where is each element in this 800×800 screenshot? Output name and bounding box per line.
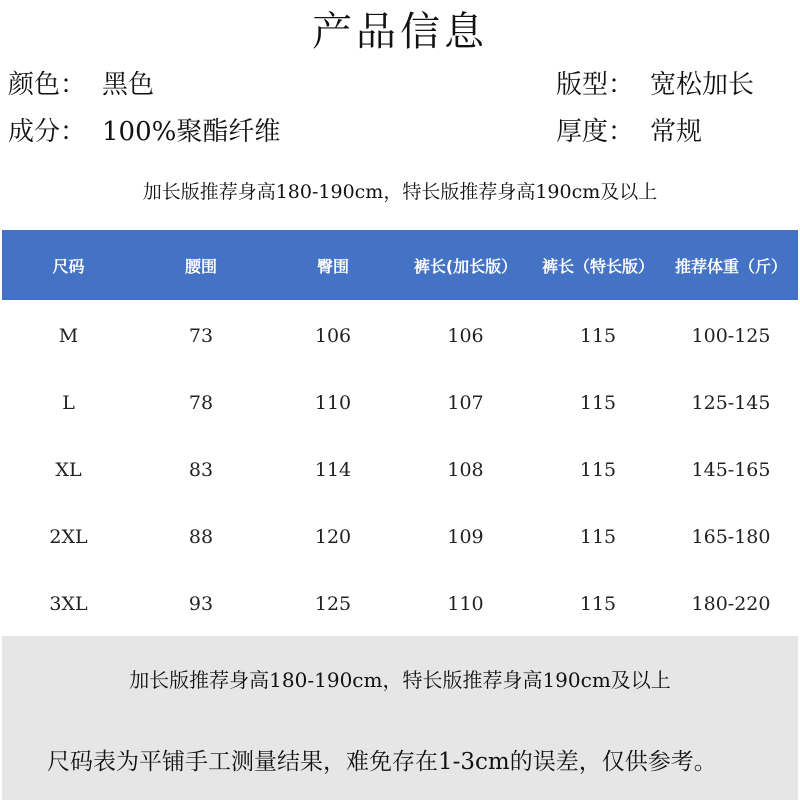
color-label: 颜色：	[8, 70, 87, 100]
page-title: 产品信息	[312, 9, 488, 55]
table-row	[2, 570, 798, 637]
attribute-fit	[556, 68, 754, 102]
cell-size: L	[62, 391, 75, 414]
cell-length-long: 110	[447, 592, 484, 615]
size-chart-table	[2, 230, 798, 637]
cell-size: 3XL	[49, 592, 88, 615]
attribute-color	[8, 68, 154, 102]
table-row	[2, 302, 798, 369]
cell-waist: 73	[188, 324, 214, 347]
measurement-disclaimer: 尺码表为平铺手工测量结果，难免存在1-3cm的误差，仅供参考。	[47, 749, 717, 775]
table-row	[2, 436, 798, 503]
cell-hip: 114	[314, 458, 352, 481]
table-body	[2, 300, 798, 637]
cell-waist: 88	[188, 525, 214, 548]
cell-hip: 120	[314, 525, 352, 548]
color-value: 黑色	[102, 70, 155, 100]
cell-length-extra-long: 115	[579, 324, 617, 347]
header-length-long: 裤长(加长版）	[413, 256, 518, 276]
header-waist: 腰围	[184, 256, 217, 276]
fit-value: 宽松加长	[650, 70, 755, 100]
table-row	[2, 369, 798, 436]
cell-recommended-weight: 180-220	[691, 592, 771, 615]
header-hip: 臀围	[316, 256, 349, 276]
header-recommended-weight: 推荐体重（斤）	[674, 256, 787, 276]
cell-length-long: 108	[447, 458, 484, 481]
cell-hip: 106	[314, 324, 352, 347]
cell-length-long: 107	[447, 391, 484, 414]
height-recommendation-note: 加长版推荐身高180-190cm，特长版推荐身高190cm及以上	[142, 181, 658, 203]
material-value: 100%聚酯纤维	[102, 117, 281, 147]
attribute-material	[8, 115, 280, 149]
header-size: 尺码	[52, 256, 85, 276]
cell-length-extra-long: 115	[579, 592, 617, 615]
cell-length-extra-long: 115	[579, 458, 617, 481]
cell-recommended-weight: 145-165	[691, 458, 771, 481]
table-row	[2, 503, 798, 570]
cell-size: M	[58, 324, 79, 347]
cell-length-long: 106	[447, 324, 484, 347]
attribute-thickness	[556, 115, 702, 149]
thickness-value: 常规	[650, 117, 703, 147]
cell-size: XL	[55, 458, 82, 481]
cell-length-extra-long: 115	[579, 525, 617, 548]
thickness-label: 厚度：	[556, 117, 635, 147]
fit-label: 版型：	[556, 70, 635, 100]
header-length-extra-long: 裤长（特长版）	[541, 256, 654, 276]
bottom-notes-panel	[2, 636, 798, 800]
material-label: 成分：	[8, 117, 87, 147]
cell-recommended-weight: 100-125	[691, 324, 771, 347]
height-recommendation-note-repeat: 加长版推荐身高180-190cm，特长版推荐身高190cm及以上	[129, 668, 671, 692]
cell-hip: 110	[314, 391, 352, 414]
cell-length-long: 109	[447, 525, 484, 548]
cell-size: 2XL	[49, 525, 88, 548]
cell-length-extra-long: 115	[579, 391, 617, 414]
cell-waist: 78	[188, 391, 214, 414]
table-header-row	[2, 230, 798, 300]
cell-recommended-weight: 165-180	[691, 525, 771, 548]
cell-waist: 83	[188, 458, 214, 481]
cell-recommended-weight: 125-145	[691, 391, 771, 414]
cell-hip: 125	[314, 592, 352, 615]
cell-waist: 93	[188, 592, 214, 615]
